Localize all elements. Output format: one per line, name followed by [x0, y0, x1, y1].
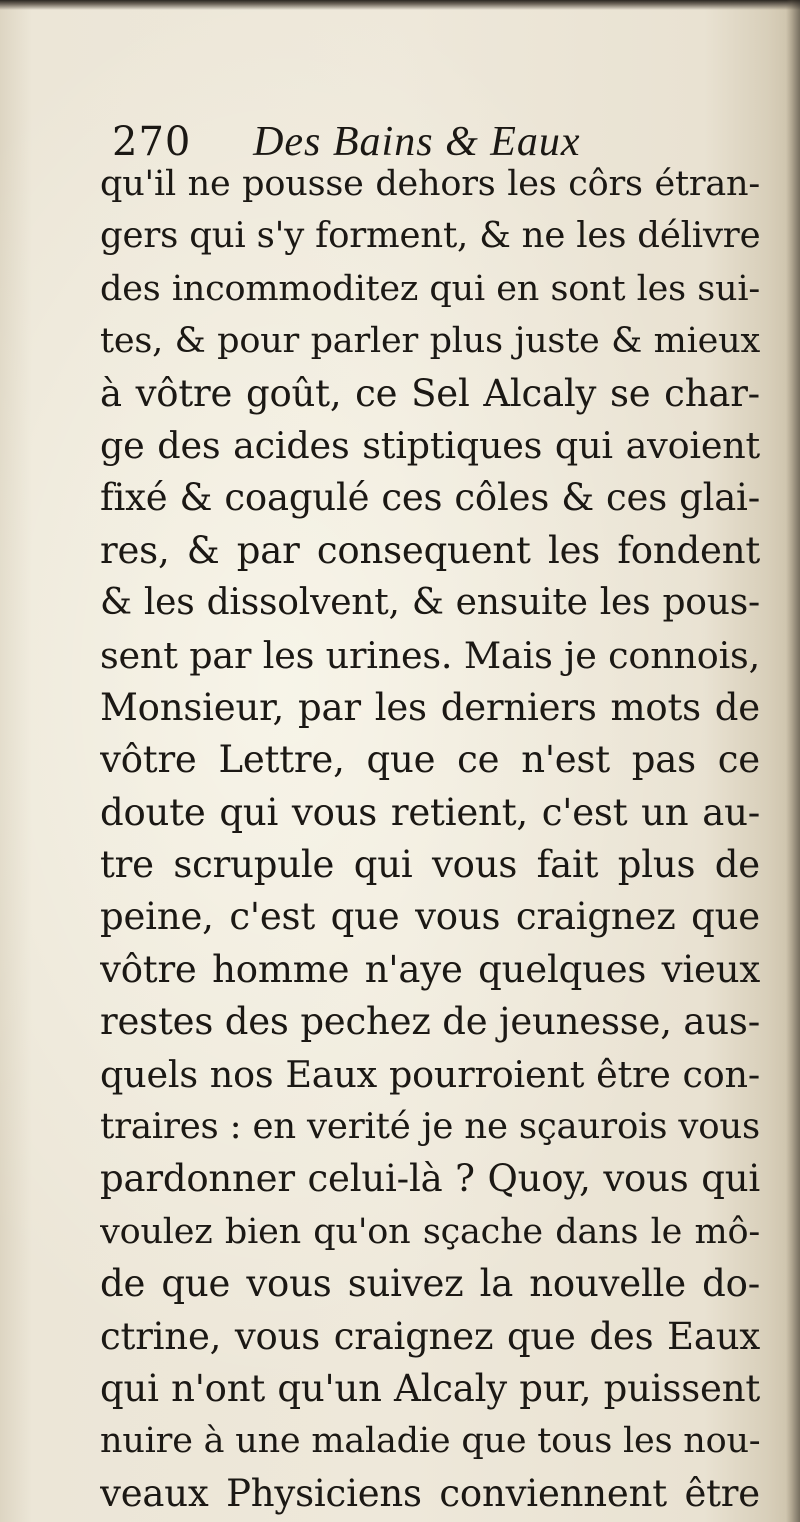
- text-line: qu'il ne pousse dehors les côrs étran-: [100, 164, 760, 204]
- text-line: ge des acides stiptiques qui avoient: [100, 423, 760, 467]
- text-line: quels nos Eaux pourroient être con-: [100, 1052, 760, 1096]
- text-line: res, & par consequent les fondent: [100, 528, 760, 572]
- page-number: 270: [112, 119, 192, 165]
- text-line: pardonner celui-là ? Quoy, vous qui: [100, 1157, 760, 1201]
- page-top-shadow: [0, 0, 800, 10]
- text-line: ctrine, vous craignez que des Eaux: [100, 1314, 760, 1358]
- body-text: [100, 158, 760, 1520]
- text-line: fixé & coagulé ces côles & ces glai-: [100, 476, 760, 520]
- text-line: Monsieur, par les derniers mots de: [100, 685, 760, 729]
- text-line: des incommoditez qui en sont les sui-: [100, 268, 760, 309]
- text-line: traires : en verité je ne sçaurois vous: [100, 1106, 760, 1148]
- text-line: vôtre Lettre, que ce n'est pas ce: [100, 738, 760, 782]
- text-line: restes des pechez de jeunesse, aus-: [100, 1000, 760, 1044]
- text-line: doute qui vous retient, c'est un au-: [100, 790, 760, 834]
- text-line: nuire à une maladie que tous les nou-: [100, 1421, 760, 1462]
- text-line: tes, & pour parler plus juste & mieux: [100, 321, 760, 362]
- text-line: gers qui s'y forment, & ne les délivre: [100, 215, 760, 257]
- text-line: à vôtre goût, ce Sel Alcaly se char-: [100, 371, 760, 415]
- text-line: peine, c'est que vous craignez que: [100, 895, 760, 939]
- text-line: & les dissolvent, & ensuite les pous-: [100, 582, 760, 624]
- text-line: de que vous suivez la nouvelle do-: [100, 1262, 760, 1306]
- text-line: veaux Physiciens conviennent être: [100, 1471, 760, 1515]
- text-line: vôtre homme n'aye quelques vieux: [100, 947, 760, 991]
- text-line: voulez bien qu'on sçache dans le mô-: [100, 1211, 760, 1252]
- running-title: Des Bains & Eaux: [253, 119, 581, 165]
- text-line: sent par les urines. Mais je connois,: [100, 633, 760, 677]
- text-line: tre scrupule qui vous fait plus de: [100, 843, 760, 887]
- page-right-edge: [786, 0, 800, 1522]
- text-line: qui n'ont qu'un Alcaly pur, puissent: [100, 1366, 760, 1410]
